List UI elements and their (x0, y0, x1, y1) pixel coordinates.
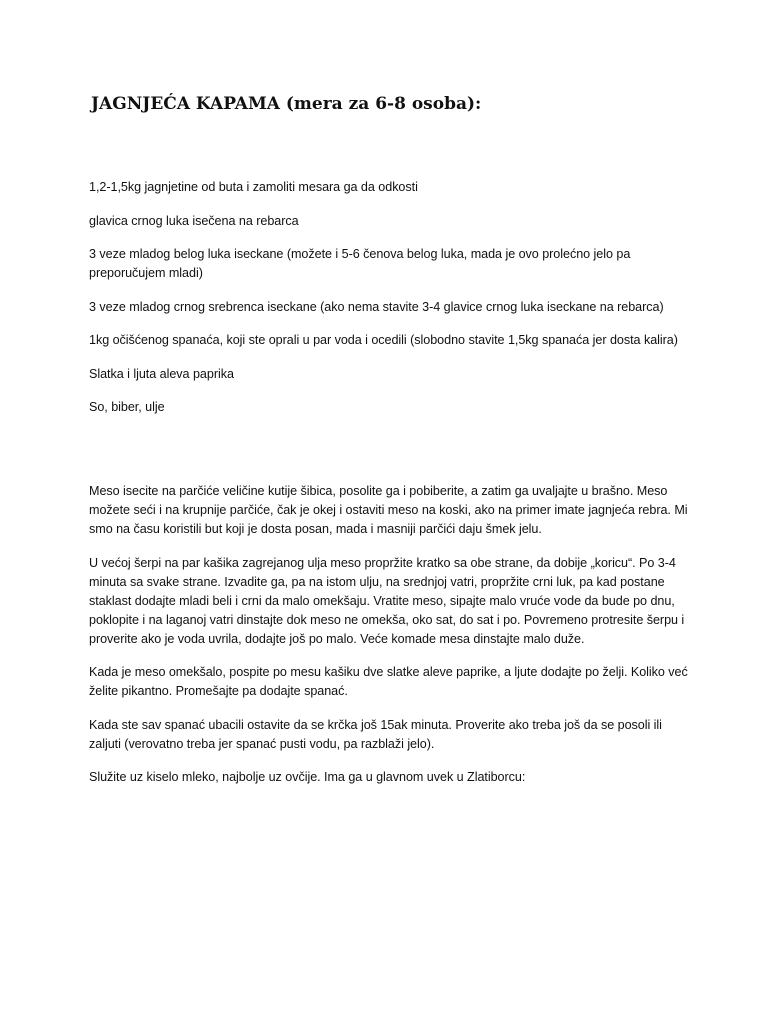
ingredient-item: glavica crnog luka isečena na rebarca (89, 213, 299, 228)
ingredient-item: 3 veze mladog belog luka iseckane (možete i 5-6 čenova belog luka, mada je ovo prolećno jelo pa preporučujem mladi) (89, 247, 631, 280)
instruction-paragraph: Meso isecite na parčiće veličine kutije šibica, posolite ga i pobiberite, a zatim ga uvaljajte u brašno. Meso možete seći i na krupnije parčiće, čak je okej i ostaviti meso na koski, ako na primer imate jagnjeća rebra. Mi smo na času koristili but koji je dosta posan, mada i masniji parčići daju šmek jelu. (89, 484, 688, 536)
ingredient-item: 3 veze mladog crnog srebrenca iseckane (ako nema stavite 3-4 glavice crnog luka iseckane na rebarca) (89, 299, 664, 314)
instruction-paragraph: Kada je meso omekšalo, pospite po mesu kašiku dve slatke aleve paprike, a ljute dodajte po želji. Koliko već želite pikantno. Promešajte pa dodajte spanać. (89, 665, 688, 698)
instruction-paragraph: Kada ste sav spanać ubacili ostavite da se krčka još 15ak minuta. Proverite ako treba još da se posoli ili zaljuti (verovatno treba jer spanać pusti vodu, pa razblaži jelo). (89, 717, 662, 751)
instructions (89, 482, 689, 802)
recipe-title (91, 93, 691, 115)
instruction-paragraph: U većoj šerpi na par kašika zagrejanog ulja meso propržite kratko sa obe strane, da dobije „koricu“. Po 3-4 minuta sa svake strane. Izvadite ga, pa na istom ulju, na srednjoj vatri, propržite crni luk, pa kad postane staklast dodajte mladi beli i crni da malo omekšaju. Vratite meso, sipajte malo vruće vode da bude po dnu, poklopite i na laganoj vatri dinstajte dok meso ne omekša, oko sat, do sat i po. Povremeno protresite šerpu i proverite ako je voda uvrila, dodajte još po malo. Veće komade mesa dinstajte malo duže. (89, 555, 685, 646)
ingredient-item: 1kg očišćenog spanaća, koji ste oprali u par voda i ocedili (slobodno stavite 1,5kg spanaća jer dosta kalira) (89, 333, 678, 347)
ingredient-item: So, biber, ulje (89, 400, 165, 414)
ingredient-list (89, 178, 679, 432)
ingredient-item: Slatka i ljuta aleva paprika (89, 366, 234, 381)
recipe-title-servings: (mera za 6-8 osoba): (279, 94, 482, 114)
ingredient-item: 1,2-1,5kg jagnjetine od buta i zamoliti mesara ga da odkosti (89, 180, 418, 194)
recipe-title-main: JAGNJEĆA KAPAMA (91, 94, 280, 114)
instruction-paragraph: Služite uz kiselo mleko, najbolje uz ovčije. Ima ga u glavnom uvek u Zlatiborcu: (89, 770, 526, 784)
